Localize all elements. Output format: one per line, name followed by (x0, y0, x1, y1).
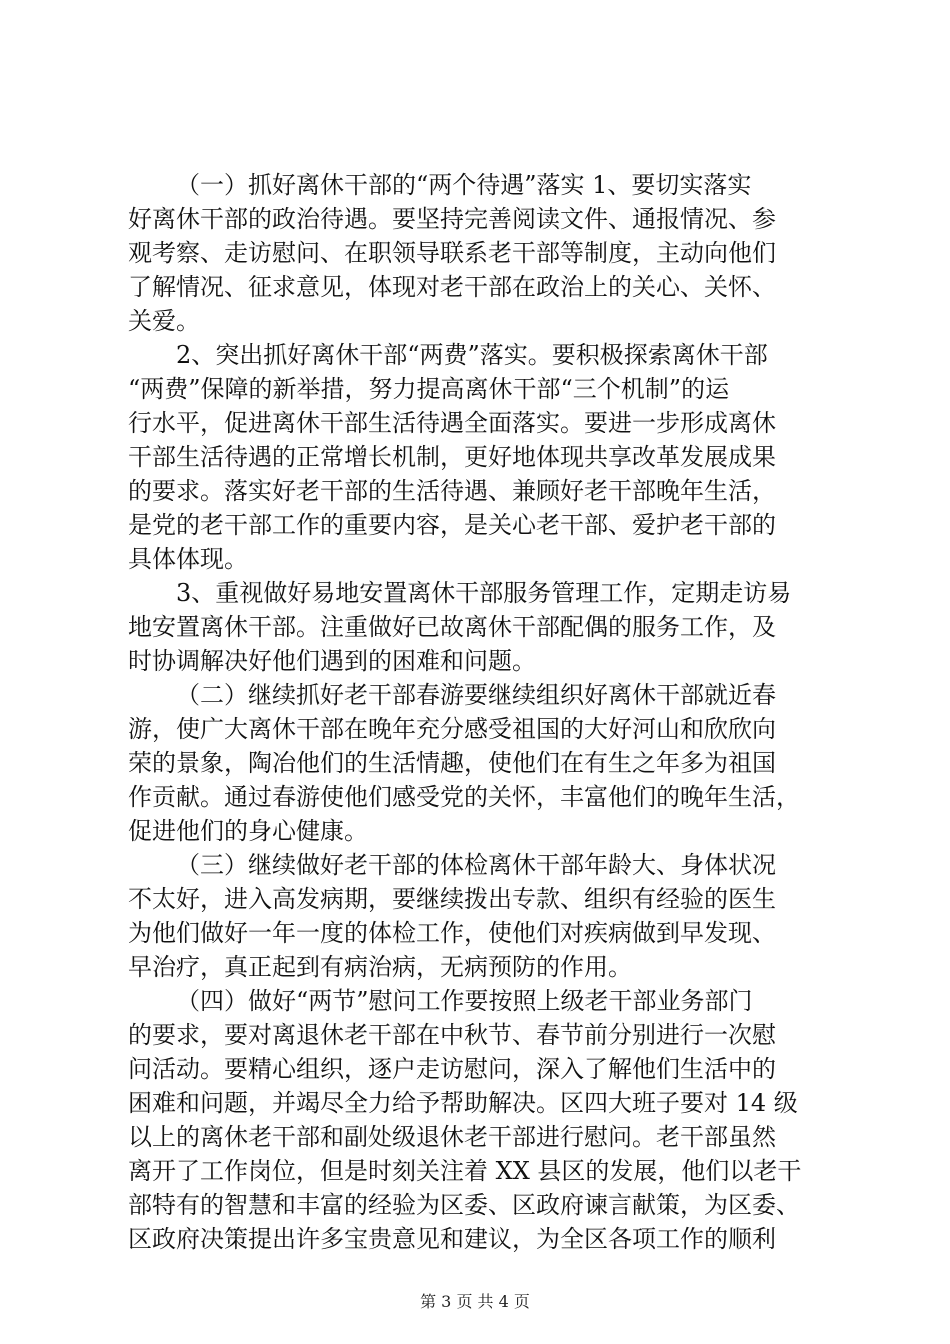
text-line: 促进他们的身心健康。 (128, 817, 368, 845)
text-line: 问活动。要精心组织，逐户走访慰问，深入了解他们生活中的 (128, 1055, 776, 1083)
paragraph-2 (128, 338, 828, 576)
text-line: 为他们做好一年一度的体检工作，使他们对疾病做到早发现、 (128, 919, 776, 947)
text-line: 区政府决策提出许多宝贵意见和建议，为全区各项工作的顺利 (128, 1225, 776, 1253)
text-line: 不太好，进入高发病期，要继续拨出专款、组织有经验的医生 (128, 885, 776, 913)
paragraph-1 (128, 168, 828, 338)
text-line: 好离休干部的政治待遇。要坚持完善阅读文件、通报情况、参 (128, 205, 776, 233)
text-line: 的要求，要对离退休老干部在中秋节、春节前分别进行一次慰 (128, 1021, 776, 1049)
text-line: （一）抓好离休干部的“两个待遇”落实 1、要切实落实 (176, 171, 752, 199)
text-line: （三）继续做好老干部的体检离休干部年龄大、身体状况 (176, 851, 776, 879)
text-line: 2、突出抓好离休干部“两费”落实。要积极探索离休干部 (176, 341, 768, 369)
text-line: （四）做好“两节”慰问工作要按照上级老干部业务部门 (176, 987, 753, 1015)
text-line: “两费”保障的新举措，努力提高离休干部“三个机制”的运 (128, 375, 730, 403)
text-line: 部特有的智慧和丰富的经验为区委、区政府谏言献策，为区委、 (128, 1191, 800, 1219)
text-line: 作贡献。通过春游使他们感受党的关怀，丰富他们的晚年生活， (128, 783, 800, 811)
text-line: 观考察、走访慰问、在职领导联系老干部等制度，主动向他们 (128, 239, 776, 267)
text-line: 关爱。 (128, 307, 200, 335)
text-line: 具体体现。 (128, 545, 248, 573)
paragraph-6 (128, 984, 828, 1256)
text-line: 地安置离休干部。注重做好已故离休干部配偶的服务工作，及 (128, 613, 776, 641)
text-line: 以上的离休老干部和副处级退休老干部进行慰问。老干部虽然 (128, 1123, 776, 1151)
paragraph-5 (128, 848, 828, 984)
text-line: 干部生活待遇的正常增长机制，更好地体现共享改革发展成果 (128, 443, 776, 471)
text-line: （二）继续抓好老干部春游要继续组织好离休干部就近春 (176, 681, 776, 709)
text-line: 是党的老干部工作的重要内容，是关心老干部、爱护老干部的 (128, 511, 776, 539)
document-body (128, 168, 828, 1256)
paragraph-4 (128, 678, 828, 848)
page-number-footer: 第 3 页 共 4 页 (420, 1292, 530, 1311)
text-line: 游，使广大离休干部在晚年充分感受祖国的大好河山和欣欣向 (128, 715, 776, 743)
paragraph-3 (128, 576, 828, 678)
text-line: 离开了工作岗位，但是时刻关注着 XX 县区的发展，他们以老干 (128, 1157, 802, 1185)
text-line: 荣的景象，陶冶他们的生活情趣，使他们在有生之年多为祖国 (128, 749, 776, 777)
text-line: 时协调解决好他们遇到的困难和问题。 (128, 647, 536, 675)
text-line: 了解情况、征求意见，体现对老干部在政治上的关心、关怀、 (128, 273, 776, 301)
text-line: 的要求。落实好老干部的生活待遇、兼顾好老干部晚年生活， (128, 477, 776, 505)
text-line: 困难和问题，并竭尽全力给予帮助解决。区四大班子要对 14 级 (128, 1089, 798, 1117)
text-line: 3、重视做好易地安置离休干部服务管理工作，定期走访易 (176, 579, 792, 607)
text-line: 行水平，促进离休干部生活待遇全面落实。要进一步形成离休 (128, 409, 776, 437)
text-line: 早治疗，真正起到有病治病，无病预防的作用。 (128, 953, 632, 981)
